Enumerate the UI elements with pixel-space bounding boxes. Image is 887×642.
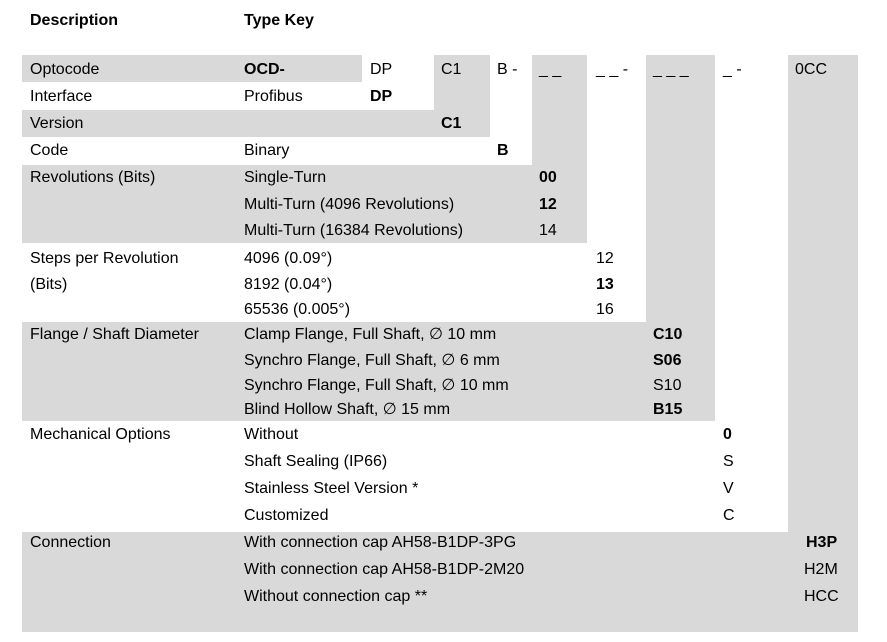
version-code: C1	[441, 115, 462, 132]
flange-code-b15: B15	[653, 401, 683, 418]
key-part-flange: _ _ _	[653, 61, 689, 78]
mechanical-option-sealing: Shaft Sealing (IP66)	[244, 453, 388, 470]
optocode-label: Optocode	[30, 61, 100, 78]
key-part-revolutions: _ _	[539, 61, 562, 78]
flange-option-synchro-6: Synchro Flange, Full Shaft, ∅ 6 mm	[244, 352, 500, 369]
interface-option: Profibus	[244, 88, 303, 105]
flange-label: Flange / Shaft Diameter	[30, 326, 199, 343]
version-label: Version	[30, 115, 84, 132]
key-part-connection: 0CC	[795, 61, 828, 78]
mechanical-code-v: V	[723, 480, 734, 497]
mechanical-option-customized: Customized	[244, 507, 329, 524]
interface-label: Interface	[30, 88, 93, 105]
flange-option-blind-hollow: Blind Hollow Shaft, ∅ 15 mm	[244, 401, 451, 418]
mechanical-option-stainless: Stainless Steel Version *	[244, 480, 419, 497]
steps-option-4096: 4096 (0.09°)	[244, 250, 333, 267]
revolutions-label: Revolutions (Bits)	[30, 169, 156, 186]
steps-label-line2: (Bits)	[30, 276, 68, 293]
mechanical-label: Mechanical Options	[30, 426, 171, 443]
mechanical-code-c: C	[723, 507, 735, 524]
key-part-mechanical: _ -	[723, 61, 742, 78]
connection-code-h3p: H3P	[806, 534, 838, 551]
flange-option-clamp: Clamp Flange, Full Shaft, ∅ 10 mm	[244, 326, 497, 343]
revolutions-code-16384: 14	[539, 222, 557, 239]
code-option: Binary	[244, 142, 290, 159]
key-part-steps: _ _ -	[596, 61, 629, 78]
code-label: Code	[30, 142, 69, 159]
connection-label: Connection	[30, 534, 111, 551]
interface-code: DP	[370, 88, 393, 105]
key-part-interface: DP	[370, 61, 393, 78]
revolutions-option-16384: Multi-Turn (16384 Revolutions)	[244, 222, 464, 239]
code-value: B	[497, 142, 509, 159]
flange-code-s10: S10	[653, 377, 682, 394]
flange-option-synchro-10: Synchro Flange, Full Shaft, ∅ 10 mm	[244, 377, 509, 394]
revolutions-code-single: 00	[539, 169, 557, 186]
connection-option-2m20: With connection cap AH58-B1DP-2M20	[244, 561, 525, 578]
steps-code-12: 12	[596, 250, 614, 267]
type-key-header: Type Key	[244, 12, 314, 29]
key-part-version: C1	[441, 61, 462, 78]
flange-code-c10: C10	[653, 326, 683, 343]
steps-label-line1: Steps per Revolution	[30, 250, 179, 267]
connection-option-none: Without connection cap **	[244, 588, 428, 605]
key-part-code: B -	[497, 61, 518, 78]
key-part-ocd: OCD-	[244, 61, 285, 78]
revolutions-option-single: Single-Turn	[244, 169, 327, 186]
connection-option-3pg: With connection cap AH58-B1DP-3PG	[244, 534, 517, 551]
mechanical-code-s: S	[723, 453, 734, 470]
steps-code-13: 13	[596, 276, 614, 293]
revolutions-option-4096: Multi-Turn (4096 Revolutions)	[244, 196, 455, 213]
steps-option-65536: 65536 (0.005°)	[244, 301, 351, 318]
revolutions-code-4096: 12	[539, 196, 557, 213]
mechanical-code-0: 0	[723, 426, 732, 443]
connection-code-hcc: HCC	[804, 588, 839, 605]
mechanical-option-without: Without	[244, 426, 299, 443]
description-header: Description	[30, 12, 119, 29]
shade-connection-column	[788, 55, 858, 532]
flange-code-s06: S06	[653, 352, 682, 369]
shade-version-row	[22, 110, 434, 137]
connection-code-h2m: H2M	[804, 561, 838, 578]
steps-option-8192: 8192 (0.04°)	[244, 276, 333, 293]
steps-code-16: 16	[596, 301, 614, 318]
